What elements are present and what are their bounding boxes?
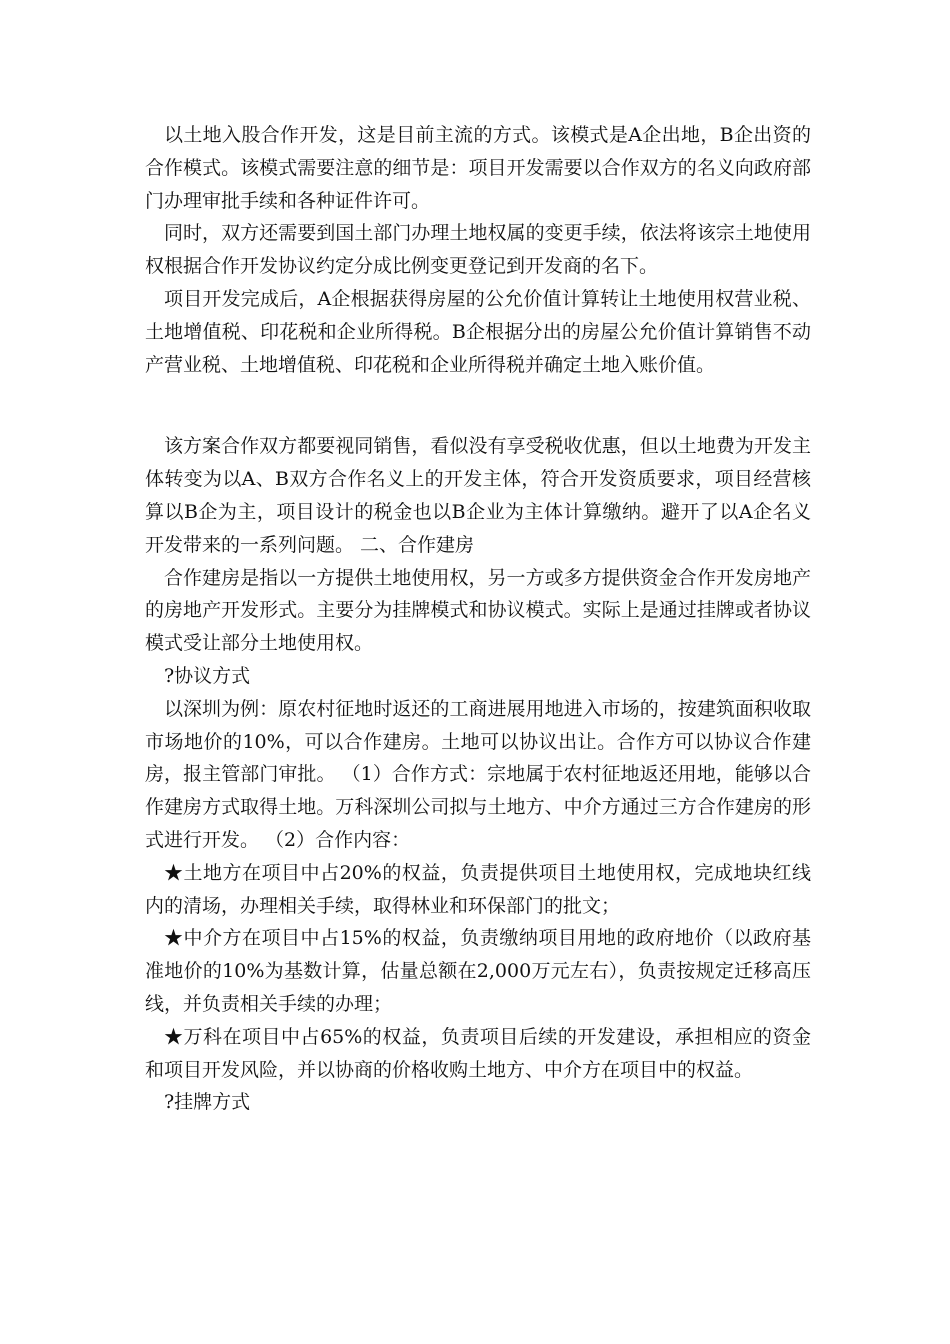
paragraph-land-share: 以土地入股合作开发，这是目前主流的方式。该模式是A企出地，B企出资的合作模式。该模式需要注意的细节是：项目开发需要以合作双方的名义向政府部门办理审批手续和各种证件许可。: [145, 124, 811, 212]
list-item-land-party: ★土地方在项目中占20%的权益，负责提供项目土地使用权，完成地块红线内的清场，办理相关手续，取得林业和环保部门的批文；: [145, 861, 811, 917]
list-item-intermediary: ★中介方在项目中占15%的权益，负责缴纳项目用地的政府地价（以政府基准地价的10%为基数计算，估量总额在2,000万元左右），负责按规定迁移高压线，并负责相关手续的办理；: [145, 927, 811, 1015]
document-body: [145, 119, 811, 1119]
heading-listing-method: ?挂牌方式: [164, 1091, 251, 1114]
list-item-vanke: ★万科在项目中占65%的权益，负责项目后续的开发建设，承担相应的资金和项目开发风险，并以协商的价格收购土地方、中介方在项目中的权益。: [145, 1025, 811, 1081]
paragraph-cooperative-building: 合作建房是指以一方提供土地使用权，另一方或多方提供资金合作开发房地产的房地产开发形式。主要分为挂牌模式和协议模式。实际上是通过挂牌或者协议模式受让部分土地使用权。: [145, 566, 811, 655]
heading-agreement-method: ?协议方式: [164, 664, 251, 687]
paragraph-scheme-analysis: 该方案合作双方都要视同销售，看似没有享受税收优惠，但以土地费为开发主体转变为以A、B双方合作名义上的开发主体，符合开发资质要求，项目经营核算以B企为主，项目设计的税金也以B企业为主体计算缴纳。避开了以A企名义开发带来的一系列问题。 二、合作建房: [145, 435, 811, 556]
paragraph-shenzhen-example: 以深圳为例：原农村征地时返还的工商进展用地进入市场的，按建筑面积收取市场地价的10%，可以合作建房。土地可以协议出让。合作方可以协议合作建房，报主管部门审批。 （1）合作方式：宗地属于农村征地返还用地，能够以合作建房方式取得土地。万科深圳公司拟与土地方、中介方通过三方合作建房的形式进行开发。 （2）合作内容：: [145, 697, 811, 851]
paragraph-ownership-change: 同时，双方还需要到国土部门办理土地权属的变更手续，依法将该宗土地使用权根据合作开发协议约定分成比例变更登记到开发商的名下。: [145, 222, 811, 278]
paragraph-tax-after-completion: 项目开发完成后，A企根据获得房屋的公允价值计算转让土地使用权营业税、土地增值税、印花税和企业所得税。B企根据分出的房屋公允价值计算销售不动产营业税、土地增值税、印花税和企业所得税并确定土地入账价值。: [145, 287, 811, 376]
paragraph-gap: [145, 381, 811, 430]
